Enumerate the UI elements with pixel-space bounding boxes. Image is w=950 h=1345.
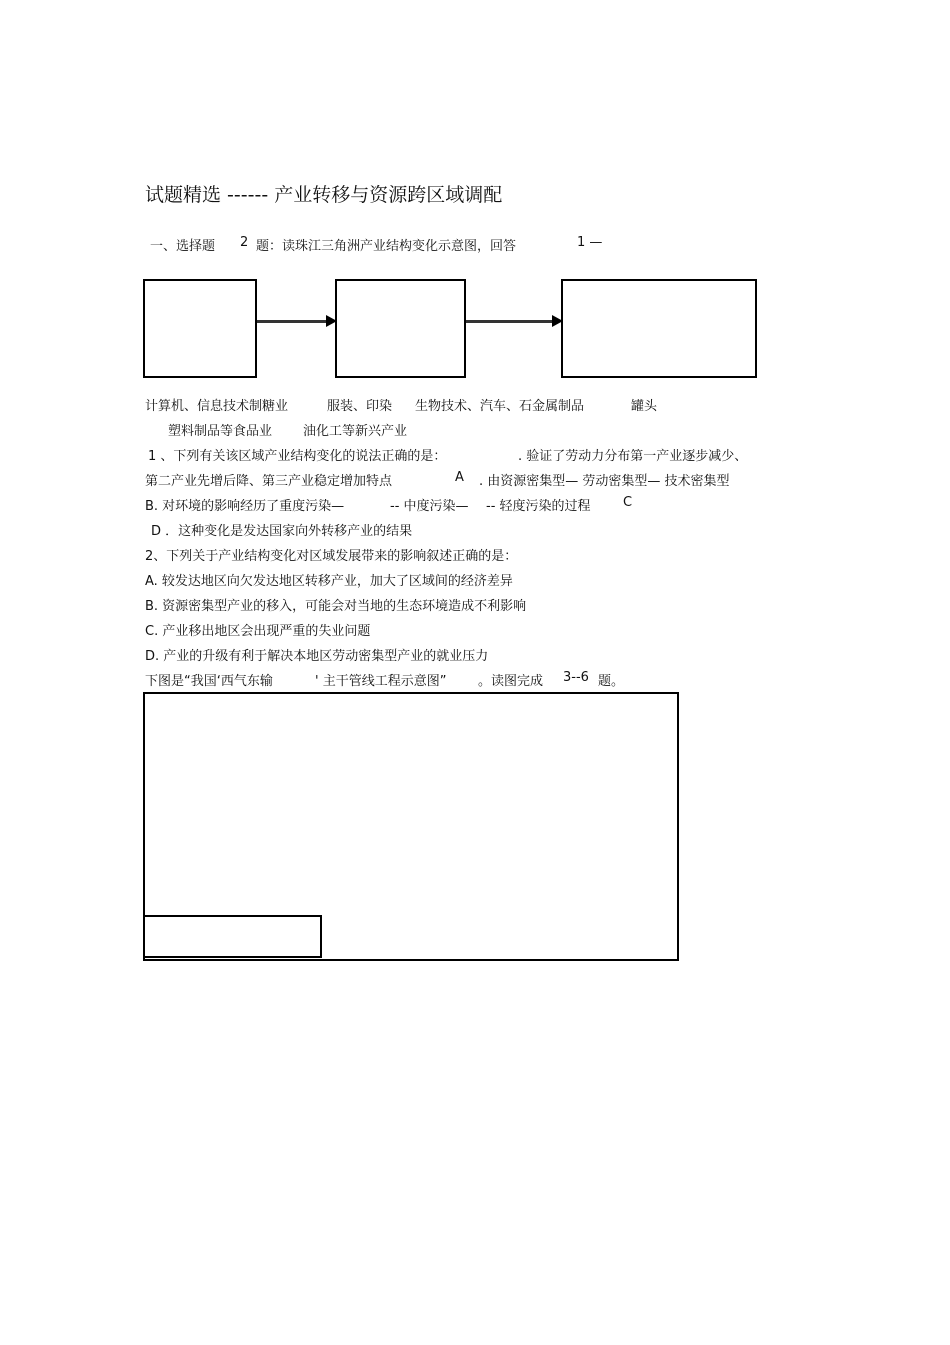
diagram-box-2 [335, 279, 466, 378]
map-intro: 。读图完成 [478, 674, 544, 689]
diagram-label: 计算机、信息技术制糖业 [145, 399, 289, 414]
map-intro: 下图是“我国‘西气东输 [145, 674, 273, 689]
option-b: -- 中度污染— [390, 499, 469, 514]
diagram-label: 油化工等新兴产业 [303, 424, 408, 439]
diagram-arrow-2 [466, 320, 553, 323]
diagram-box-1 [143, 279, 257, 378]
map-intro: ' 主干管线工程示意图” [315, 674, 447, 689]
diagram-label: 塑料制品等食品业 [168, 424, 273, 439]
option-letter: C [623, 495, 633, 510]
diagram-box-3 [561, 279, 757, 378]
question-1-stem: 1 、下列有关该区域产业结构变化的说法正确的是： [148, 449, 447, 464]
question-1-text: 第二产业先增后降、第三产业稳定增加特点 [145, 474, 393, 489]
option-a: . 由资源密集型— 劳动密集型— 技术密集型 [479, 474, 730, 489]
option-b: -- 轻度污染的过程 [486, 499, 591, 514]
intro-range: 1 — [577, 235, 603, 250]
question-number: 2 [240, 235, 249, 250]
map-intro: 题。 [598, 674, 625, 689]
diagram-label: 生物技术、汽车、石金属制品 [415, 399, 585, 414]
option-c: C. 产业移出地区会出现严重的失业问题 [145, 624, 371, 639]
option-a: A. 较发达地区向欠发达地区转移产业，加大了区域间的经济差异 [145, 574, 513, 589]
question-2-stem: 2、下列关于产业结构变化对区域发展带来的影响叙述正确的是： [145, 549, 518, 564]
diagram-label: 服装、印染 [327, 399, 393, 414]
question-1-text: . 验证了劳动力分布第一产业逐步减少、 [518, 449, 748, 464]
diagram-label: 罐头 [631, 399, 658, 414]
diagram-arrow-1 [257, 320, 327, 323]
option-letter: A [455, 470, 464, 485]
section-heading: 一、选择题 [150, 239, 216, 254]
option-d: D ．这种变化是发达国家向外转移产业的结果 [151, 524, 413, 539]
map-intro: 3--6 [563, 670, 589, 685]
option-b: B. 资源密集型产业的移入，可能会对当地的生态环境造成不利影响 [145, 599, 527, 614]
page-title: 试题精选 ------ 产业转移与资源跨区域调配 [145, 184, 503, 206]
intro-text: 题：读珠江三角洲产业结构变化示意图，回答 [256, 239, 517, 254]
map-legend-box [143, 915, 322, 958]
option-d: D. 产业的升级有利于解决本地区劳动密集型产业的就业压力 [145, 649, 489, 664]
option-b: B. 对环境的影响经历了重度污染— [145, 499, 345, 514]
